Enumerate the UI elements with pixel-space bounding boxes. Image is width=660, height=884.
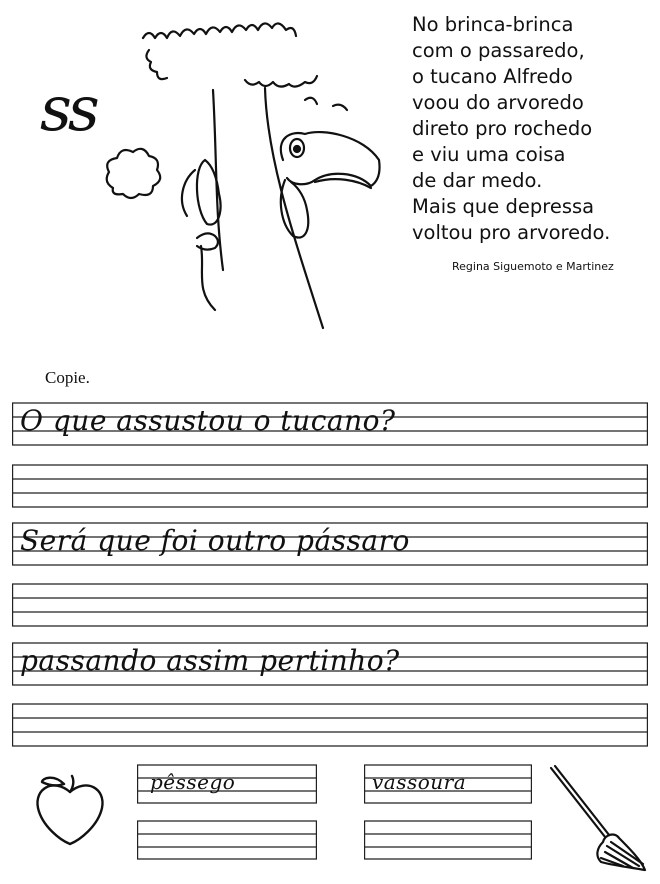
poem-line: voou do arvoredo (412, 91, 584, 114)
poem-line: e viu uma coisa (412, 143, 566, 166)
writing-lines[interactable] (12, 464, 648, 508)
poem (412, 12, 610, 246)
poem-line: de dar medo. (412, 169, 543, 192)
poem-line: voltou pro arvoredo. (412, 221, 611, 244)
writing-lines[interactable] (364, 820, 532, 860)
toucan-illustration (95, 10, 395, 350)
poem-author: Regina Siguemoto e Martinez (452, 260, 614, 273)
writing-lines[interactable] (12, 583, 648, 627)
instruction: Copie. (45, 368, 90, 387)
poem-line: direto pro rochedo (412, 117, 593, 140)
peach-icon (30, 770, 110, 850)
sentence-model: O que assustou o tucano? (20, 404, 396, 437)
writing-lines[interactable] (137, 820, 317, 860)
sentence-model: Será que foi outro pássaro (20, 524, 410, 557)
poem-line: Mais que depressa (412, 195, 595, 218)
broom-icon (545, 762, 655, 876)
poem-line: com o passaredo, (412, 39, 585, 62)
poem-line: o tucano Alfredo (412, 65, 573, 88)
title-letters: ss (40, 72, 96, 145)
sentence-model: passando assim pertinho? (20, 644, 400, 677)
word-model: pêssego (150, 770, 236, 794)
writing-lines[interactable] (12, 703, 648, 747)
word-model: vassoura (372, 770, 467, 794)
poem-line: No brinca-brinca (412, 13, 574, 36)
